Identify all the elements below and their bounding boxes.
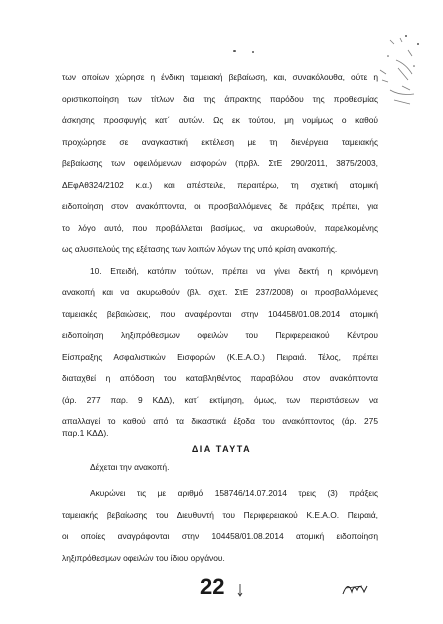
body-text-line: οριστικοποίηση των τίτλων δια της άπρακτης παρόδου της προθεσμίας xyxy=(62,94,378,104)
body-text-line: ως αλυσιτελούς της εξέτασης των λοιπών λόγων της υπό κρίση ανακοπής. xyxy=(62,244,338,254)
paragraph-10-line: παρ.1 ΚΔΔ). xyxy=(62,428,109,438)
paragraph-10-line: (άρ. 277 παρ. 9 ΚΔΔ), κατ΄ εκτίμηση, όμως, των περιστάσεων να xyxy=(62,395,378,405)
body-text-line: βεβαίωσης των οφειλόμενων εισφορών (πρβλ. ΣτΕ 290/2011, 3875/2003, xyxy=(62,158,378,168)
section-heading: ΔΙΑ ΤΑΥΤΑ xyxy=(191,444,252,454)
signature-initials xyxy=(340,578,370,600)
scan-speck xyxy=(233,50,236,52)
body-text-line: ειδοποίηση στον ανακόπτοντα, οι προσβαλλόμενες δε πράξεις πρέπει, για xyxy=(62,201,378,211)
ruling-annul-line: ληξιπρόθεσμων οφειλών του ίδιου οργάνου. xyxy=(62,553,225,563)
paragraph-10-line: Είσπραξης Ασφαλιστικών Εισφορών (Κ.Ε.Α.Ο.) Πειραιά. Τέλος, πρέπει xyxy=(62,352,378,362)
ruling-annul-line: Ακυρώνει τις με αριθμό 158746/14.07.2014 τρεις (3) πράξεις xyxy=(90,488,378,498)
ruling-annul-line: ταμειακής βεβαίωσης του Διευθυντή του Περιφερειακού Κ.Ε.Α.Ο. Πειραιά, xyxy=(62,510,378,520)
ruling-annul-line: οι οποίες αναγράφονται στην 104458/01.08.2014 ατομική ειδοποίηση xyxy=(62,531,378,541)
body-text-line: προχώρησε σε αναγκαστική εκτέλεση με τη διενέργεια ταμειακής xyxy=(62,137,378,147)
paragraph-10-line: απαλλαγεί το καθού από τα δικαστικά έξοδα του ανακόπτοντος (άρ. 275 xyxy=(62,416,378,426)
paragraph-10-line: ανακοπή και να ακυρωθούν (βλ. σχετ. ΣτΕ 237/2008) οι προσβαλλόμενες xyxy=(62,287,378,297)
body-text-line: των οποίων χώρησε η ένδικη ταμειακή βεβαίωση, και, συνακόλουθα, ούτε η xyxy=(62,72,378,82)
body-text-line: το λόγο αυτό, που προβάλλεται βασίμως, να ακυρωθούν, παρελκομένης xyxy=(62,223,378,233)
page-number: 22 xyxy=(200,574,225,599)
body-text-line: άσκησης προσφυγής κατ΄ αυτών. Ως εκ τούτου, μη νομίμως ο καθού xyxy=(62,115,378,125)
ink-mark xyxy=(236,583,244,597)
paragraph-10-line: ειδοποίηση ληξιπρόθεσμων οφειλών του Περιφερειακού Κέντρου xyxy=(62,330,378,340)
ruling-accept-line: Δέχεται την ανακοπή. xyxy=(90,462,170,472)
paragraph-10-line: 10. Επειδή, κατόπιν τούτων, πρέπει να γίνει δεκτή η κρινόμενη xyxy=(90,266,378,276)
paragraph-10-line: διαταχθεί η απόδοση του καταβληθέντος παραβόλου στον ανακόπτοντα xyxy=(62,373,378,383)
body-text-line: ΔΕφΑθ324/2102 κ.α.) και απέστειλε, περαιτέρω, τη σχετική ατομική xyxy=(62,180,378,190)
paragraph-10-line: ταμειακές βεβαιώσεις, που αναφέρονται στην 104458/01.08.2014 ατομική xyxy=(62,309,378,319)
scan-speck xyxy=(252,51,254,53)
